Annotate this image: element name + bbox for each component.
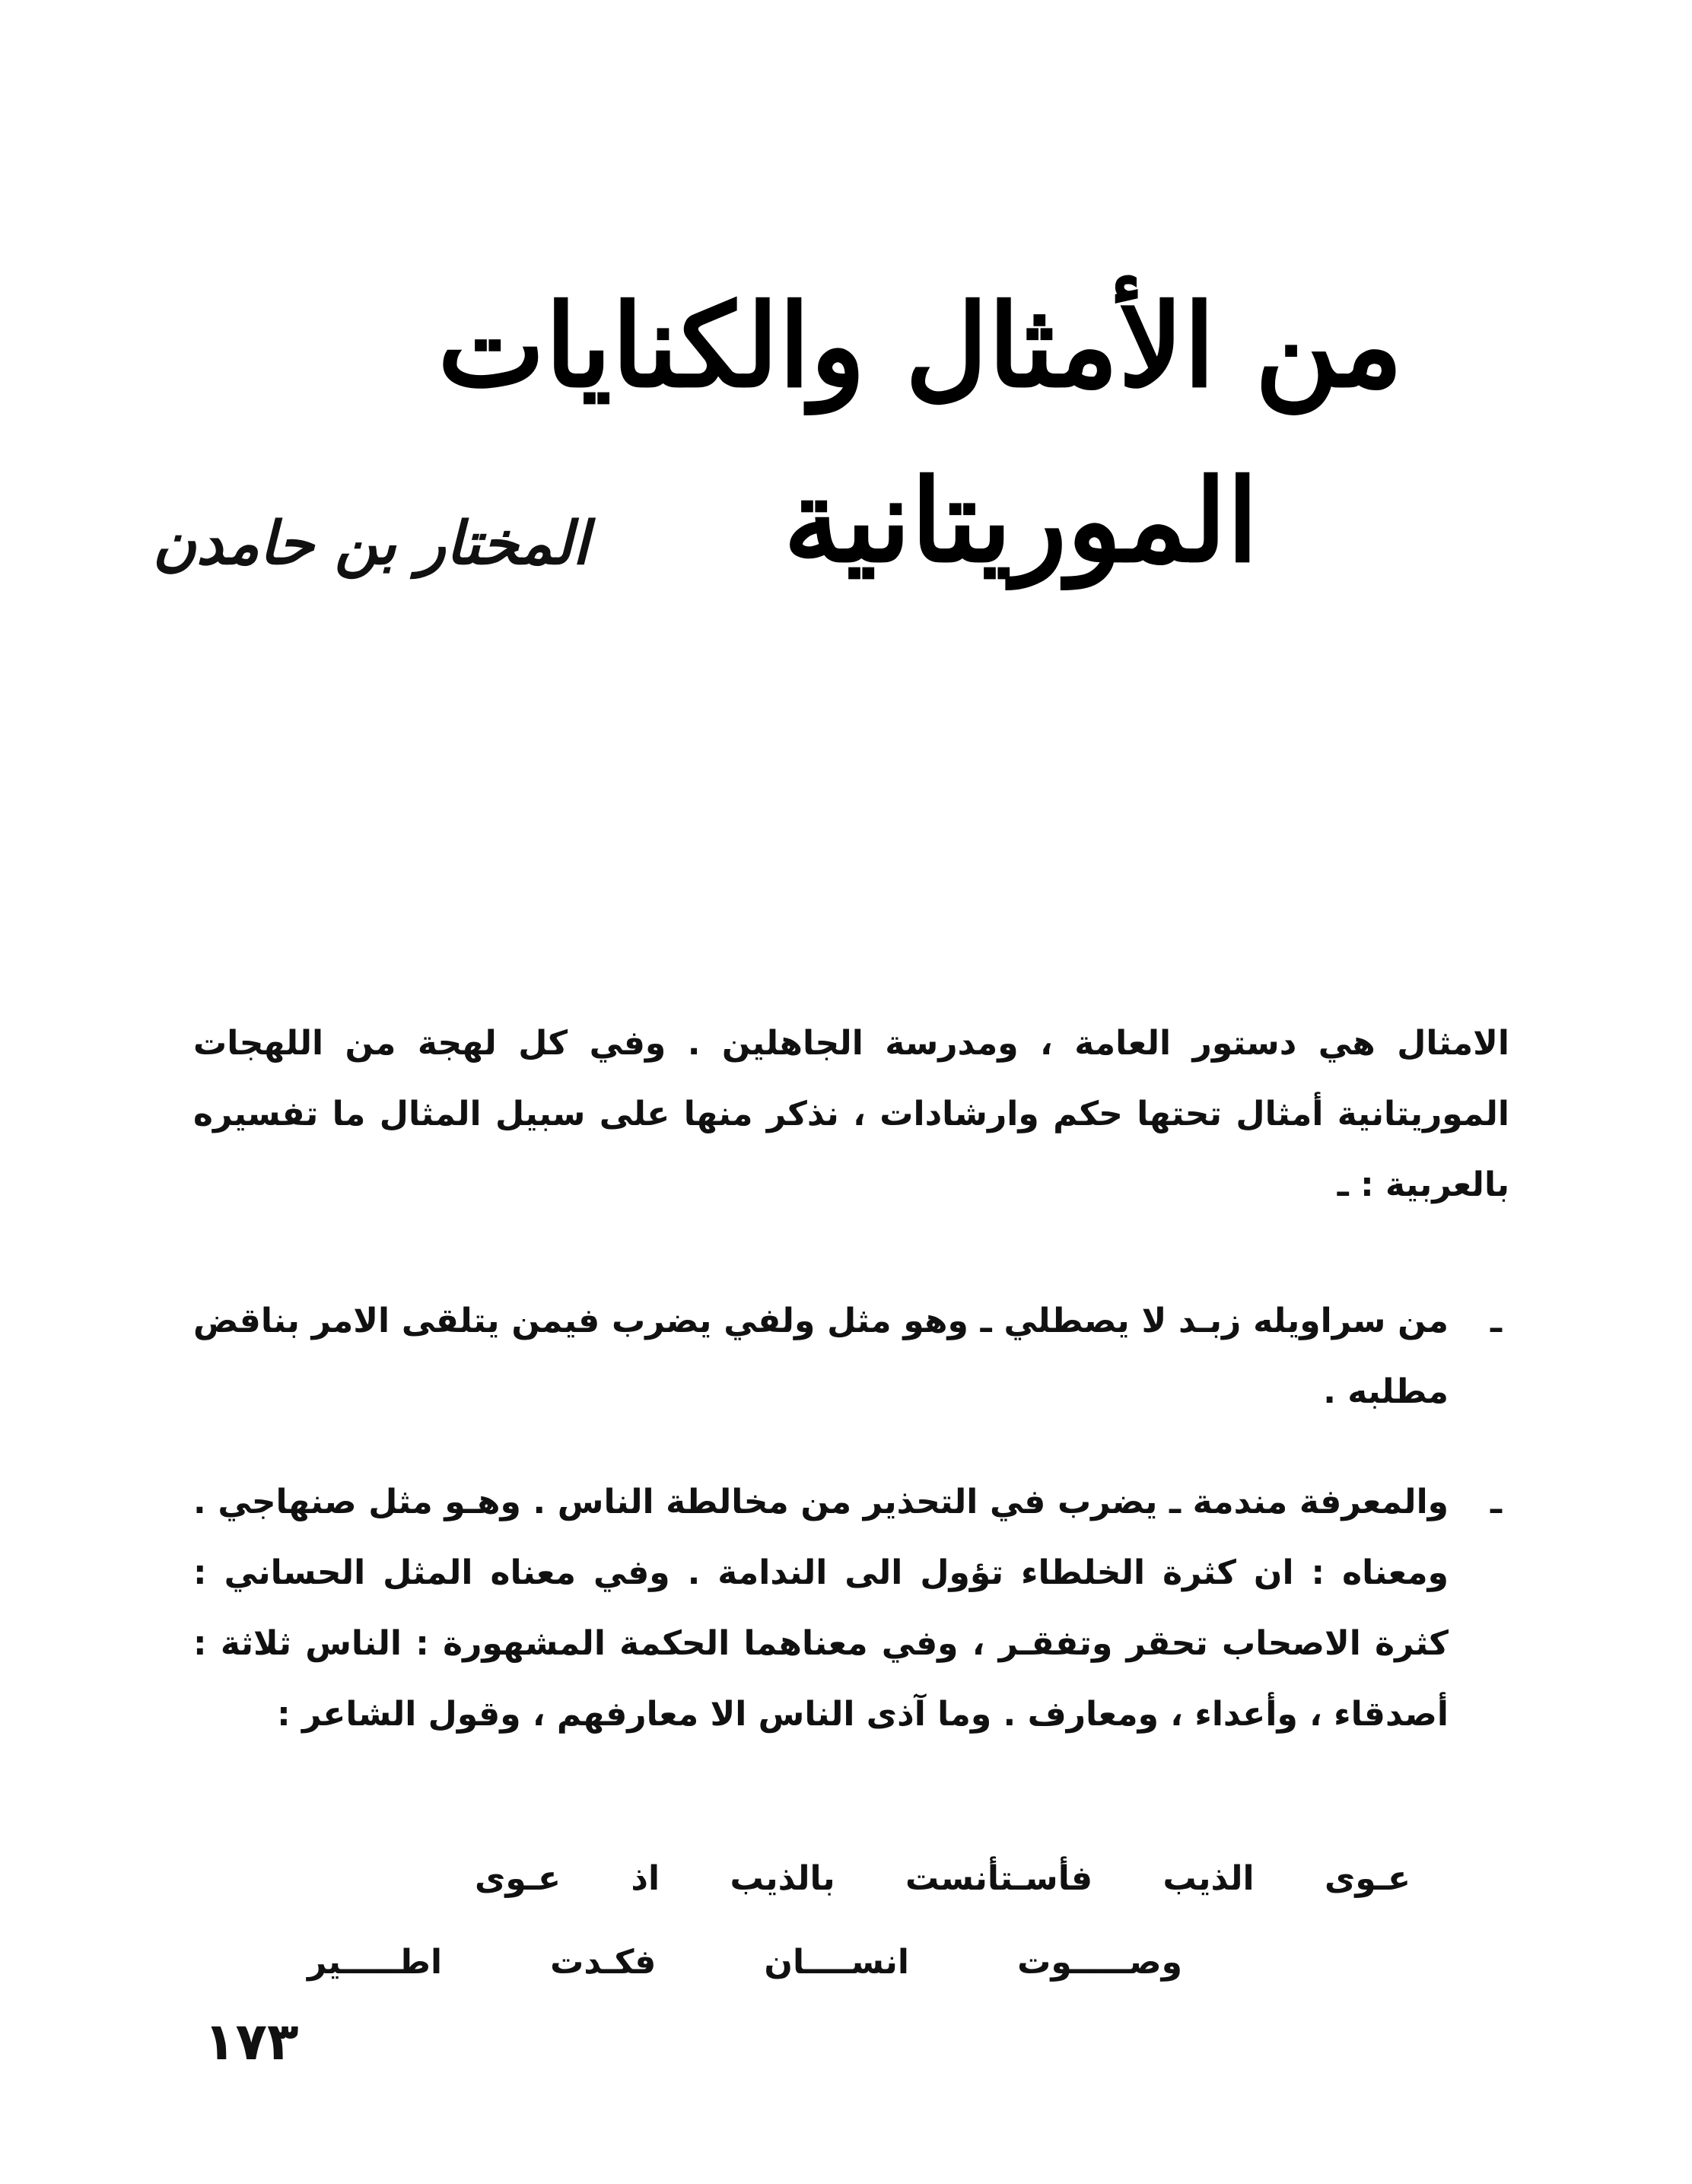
proverb-text: والمعرفة مندمة ـ يضرب في التحذير من مخالطة الناس . وهـو مثل صنهاجي . ومعناه : ان كثرة الخلطاء تؤول الى الندامة . وفي معناه المثل الحساني : كثرة الاصحاب تحقر وتفقـر ، وفي معناهما الحكمة المشهورة : الناس ثلاثة : أصدقاء ، وأعداء ، ومعارف . وما آذى الناس الا معارفهم ، وقول الشاعر :: [193, 1483, 1449, 1734]
list-dash: ـ: [1490, 1302, 1502, 1340]
intro-paragraph: الامثال هي دستور العامة ، ومدرسة الجاهلين . وفي كل لهجة من اللهجات الموريتانية أمثال تحتها حكم وارشادات ، نذكر منها على سبيل المثال ما تفسيره بالعربية : ـ: [193, 1024, 1509, 1204]
proverb-item: [193, 1467, 1502, 1750]
proverb-item: [193, 1286, 1502, 1427]
author-name: المختار بن حامدن: [152, 509, 589, 578]
page-number: ١٧٣: [204, 2012, 299, 2072]
article-title-line-2: الموريتانية: [783, 454, 1258, 588]
verse-line-2: وصـــــوت انســــان فكـدت اطـــــير: [307, 1943, 1182, 1982]
verse-line-1: عـوى الذيب فأسـتأنست بالذيب اذ عـوى: [475, 1859, 1411, 1898]
proverb-text: من سراويله زبـد لا يصطلي ـ وهو مثل ولفي يضرب فيمن يتلقى الامر بناقض مطلبه .: [193, 1302, 1449, 1411]
list-dash: ـ: [1490, 1483, 1502, 1521]
article-title-line-1: من الأمثال والكنايات: [437, 279, 1403, 413]
